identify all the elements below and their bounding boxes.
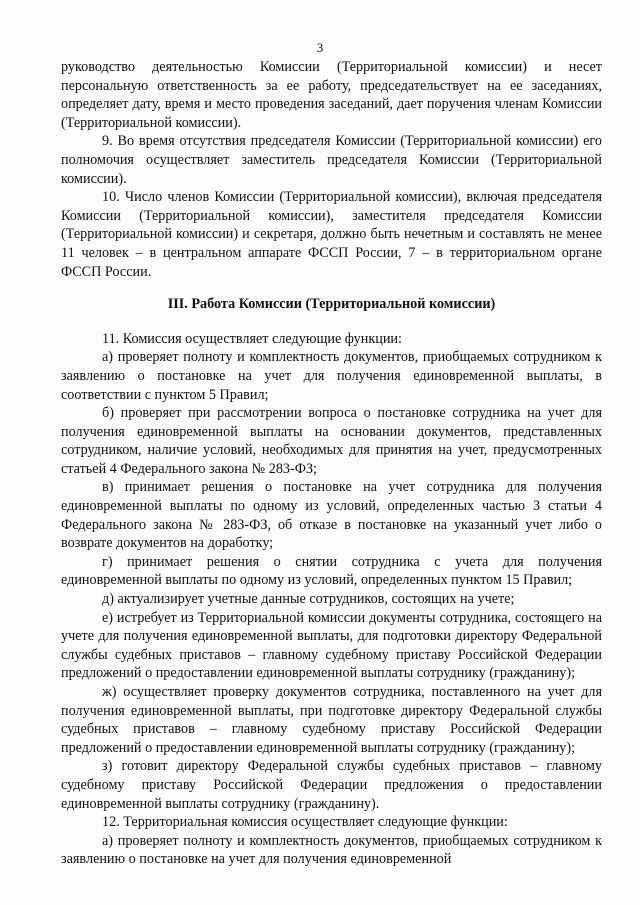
item-11a: а) проверяет полноту и комплектность документов, приобщаемых сотрудником к заявлению о постановке на учет для получения единовременной выплаты, в соответствии с пунктом 5 Правил; — [61, 349, 602, 403]
page-number: 3 — [316, 40, 324, 55]
item-11z: з) готовит директору Федеральной службы судебных приставов – главному судебному приставу Российской Федерации предложения о предоставлении единовременной выплаты сотруднику (гражданину). — [61, 758, 602, 812]
paragraph-9: 9. Во время отсутствия председателя Комиссии (Территориальной комиссии) его полномочия осуществляет заместитель председателя Комиссии (Территориальной комиссии). — [61, 133, 602, 187]
item-11g: г) принимает решения о снятии сотрудника с учета для получения единовременной выплаты по одному из условий, определенных пунктом 15 Правил; — [61, 553, 602, 589]
item-11b: б) проверяет при рассмотрении вопроса о постановке сотрудника на учет для получения единовременной выплаты на основании документов, представленных сотрудником, наличие условий, необходимых для принятия на учет, предусмотренных статьей 4 Федерального закона № 283-ФЗ; — [61, 405, 602, 477]
item-11zh: ж) осуществляет проверку документов сотрудника, поставленного на учет для получения единовременной выплаты, при подготовке директору Федеральной службы судебных приставов – главному судебному приставу Российской Федерации предложений о предоставлении единовременной выплаты сотруднику (гражданину); — [61, 684, 602, 756]
item-11v: в) принимает решения о постановке на учет сотрудника для получения единовременной выплаты по одному из условий, определенных частью 3 статьи 4 Федерального закона № 283-ФЗ, об отказе в постановке на указанный учет либо о возврате документов на доработку; — [61, 479, 602, 552]
paragraph-continuation: руководство деятельностью Комиссии (Территориальной комиссии) и несет персональную ответственность за ее работу, председательствует на ее заседаниях, определяет дату, время и место проведения заседаний, дает поручения членам Комиссии (Территориальной комиссии). — [61, 59, 602, 131]
item-11e: е) истребует из Территориальной комиссии документы сотрудника, состоящего на учете для получения единовременной выплаты, для подготовки директору Федеральной службы судебных приставов – главному судебному приставу Российской Федерации предложений о предоставлении единовременной выплаты сотруднику (гражданину); — [61, 609, 602, 682]
paragraph-11: 11. Комиссия осуществляет следующие функции: — [102, 330, 402, 347]
section-heading: III. Работа Комиссии (Территориальной комиссии) — [167, 296, 496, 313]
paragraph-12: 12. Территориальная комиссия осуществляет следующие функции: — [102, 814, 508, 831]
paragraph-10: 10. Число членов Комиссии (Территориальной комиссии), включая председателя Комиссии (Территориальной комиссии), заместителя председателя Комиссии (Территориальной комиссии) и секретаря, должно быть нечетным и составлять не менее 11 человек – в центральном аппарате ФССП России, 7 – в территориальном органе ФССП России. — [61, 189, 602, 280]
item-12a: а) проверяет полноту и комплектность документов, приобщаемых сотрудником к заявлению о постановке на учет для получения единовременной — [61, 832, 602, 868]
document-body — [61, 58, 602, 869]
item-11d: д) актуализирует учетные данные сотрудников, состоящих на учете; — [102, 591, 515, 608]
